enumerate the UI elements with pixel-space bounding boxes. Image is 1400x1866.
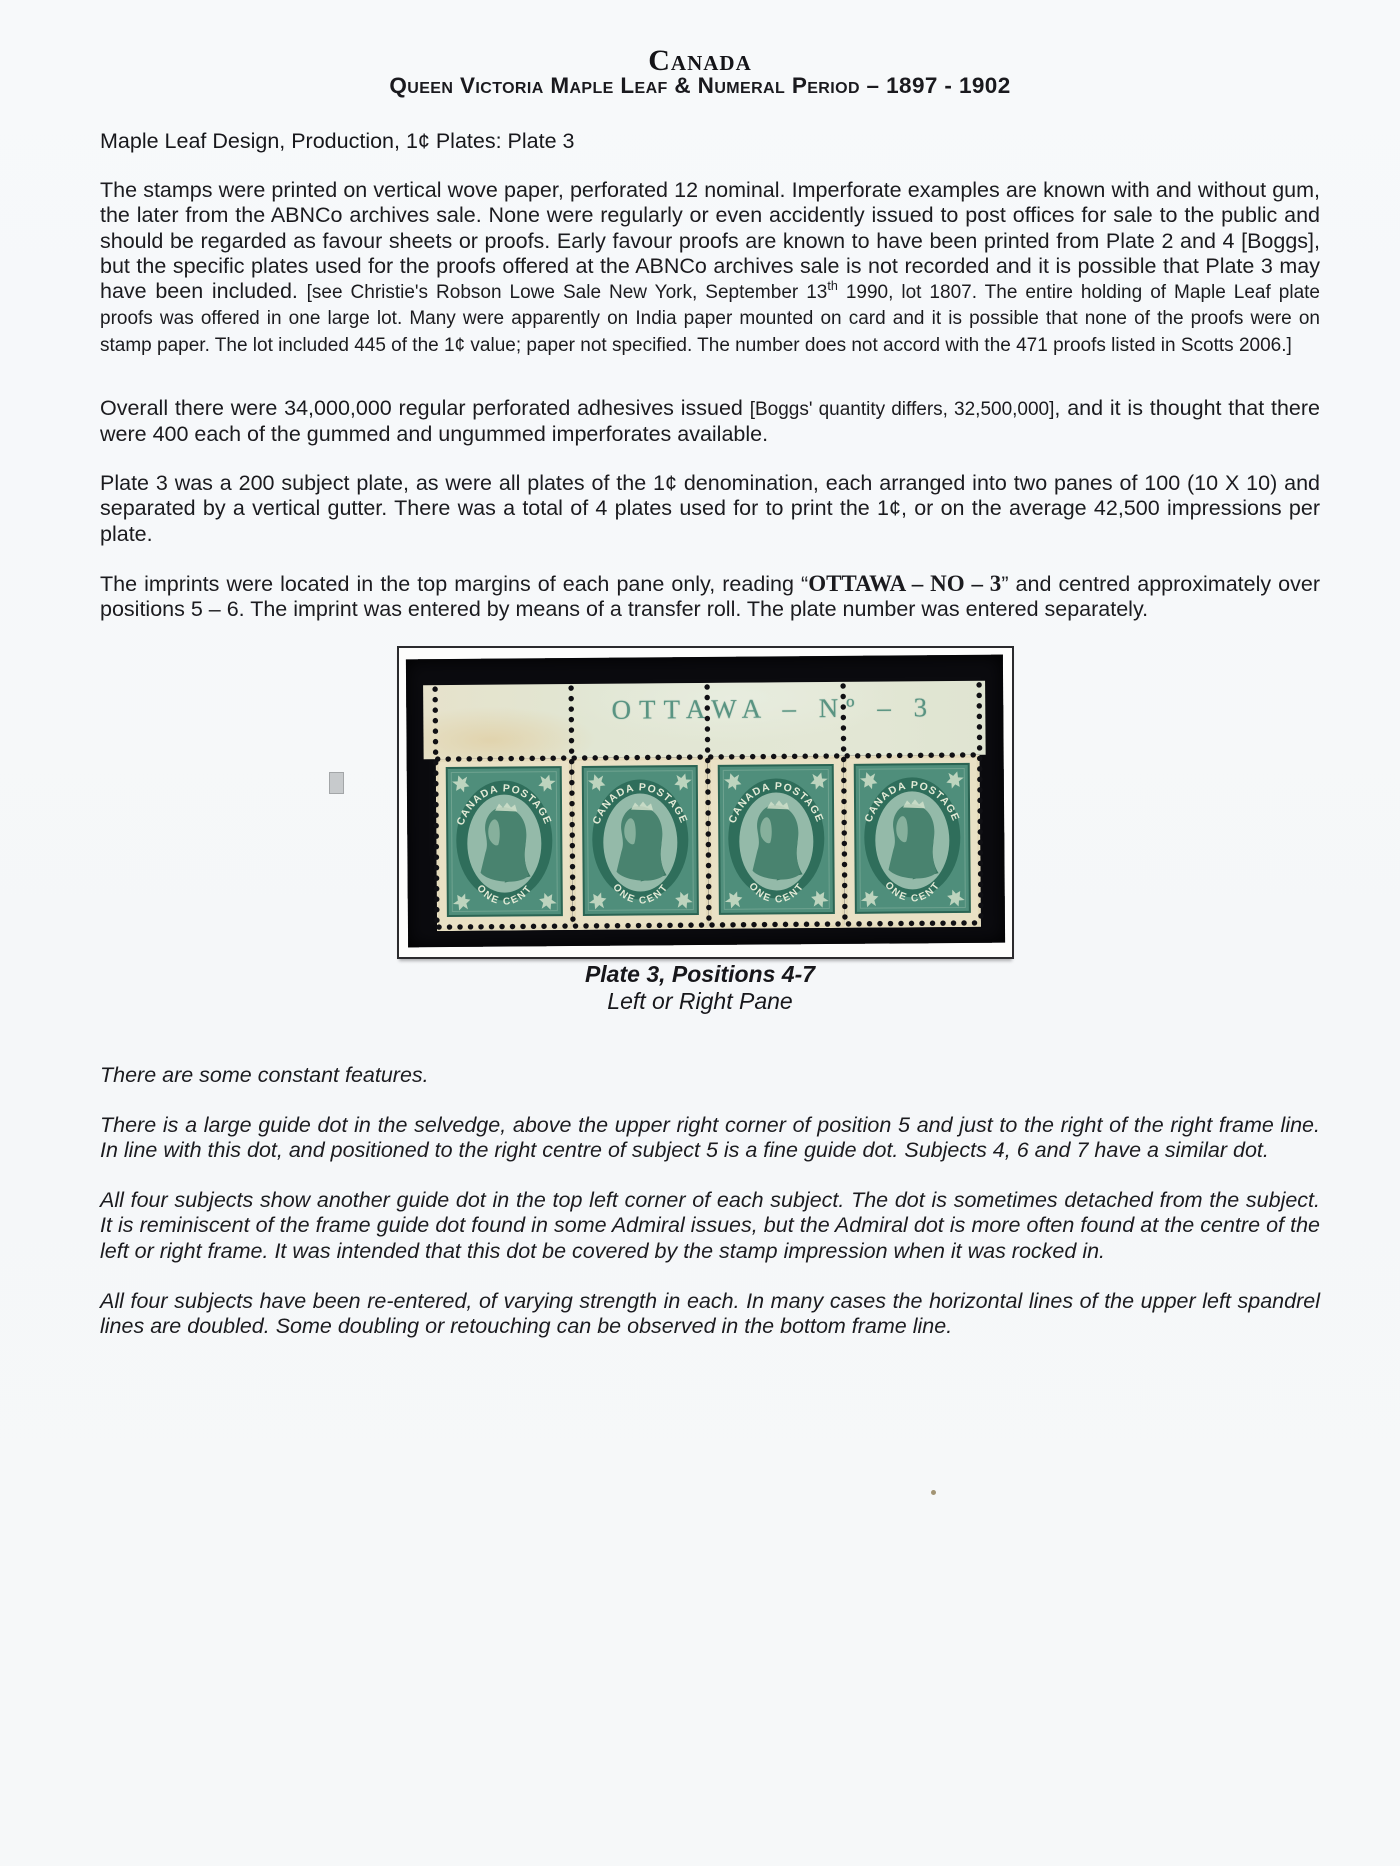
imprint-reading-serif: OTTAWA – NO – 3 (808, 571, 1002, 596)
figure-caption-line1: Plate 3, Positions 4-7 (584, 961, 816, 987)
stamp-position-6 (708, 756, 845, 929)
paragraph-imprints (100, 571, 1320, 623)
quantities-text: Overall there were 34,000,000 regular perforated adhesives issued (100, 396, 750, 420)
paragraph-quantities (100, 396, 1320, 448)
note-guide-dot-corner: All four subjects show another guide dot in the top left corner of each subject. The dot is sometimes detached from the subject. It is reminiscent of the frame guide dot found in some Admiral issues, but the Admiral dot is more often found at the centre of the left or right frame. It was intended that this dot be covered by the stamp impression when it was rocked in. (100, 1188, 1320, 1263)
scan-speck (931, 1490, 936, 1495)
mount-hinge-tab (329, 772, 344, 794)
page-title: Canada (648, 44, 752, 77)
stamp-strip (423, 681, 987, 931)
stamp-photo-frame (397, 646, 1014, 959)
stamp-position-5 (572, 757, 709, 930)
note-guide-dot-selvedge: There is a large guide dot in the selvedge, above the upper right corner of position 5 and just to the right of the right frame line. In line with this dot, and positioned to the right centre of subject 5 is a fine guide dot. Subjects 4, 6 and 7 have a similar dot. (100, 1113, 1320, 1163)
plate-imprint-text: OTTAWA – Nº – 3 (611, 692, 936, 725)
section-heading: Maple Leaf Design, Production, 1¢ Plates: Plate 3 (100, 129, 575, 153)
paragraph-plate-layout: Plate 3 was a 200 subject plate, as were all plates of the 1¢ denomination, each arranged into two panes of 100 (10 X 10) and separated by a vertical gutter. There was a total of 4 plates used for to print the 1¢, or on the average 42,500 impressions per plate. (100, 471, 1320, 546)
paragraph-production-main: The stamps were printed on vertical wove paper, perforated 12 nominal. Imperforate examples are known with and without gum, the later from the ABNCo archives sale. None were regularly or even accidently issued to post offices for sale to the public and should be regarded as favour sheets or proofs. Early favour proofs are known to have been printed from Plate 2 and 4 [Boggs], but the specific plates used for the proofs offered at the ABNCo archives sale is not recorded and it is possible that Plate 3 may have been included. (100, 178, 1320, 304)
paragraph-production (100, 178, 1320, 358)
stamp-position-4 (436, 758, 573, 931)
stamp-mount (406, 655, 1005, 948)
stamp-position-7 (844, 755, 981, 928)
selvedge (423, 681, 986, 759)
note-re-entered: All four subjects have been re-entered, of varying strength in each. In many cases the horizontal lines of the upper left spandrel lines are doubled. Some doubling or retouching can be observed in the bottom frame line. (100, 1289, 1320, 1339)
citation-text-continued: 1990, lot 1807. The entire holding of Maple Leaf plate proofs was offered in one large lot. Many were apparently on India paper mounted on card and it is possible that none of the proofs were on stamp paper. The lot included 445 of the 1¢ value; paper not specified. The number does not accord with the 471 proofs listed in Scotts 2006.] (100, 282, 1320, 356)
figure-caption-line2: Left or Right Pane (607, 988, 793, 1014)
imprints-text-continued: ” and centred approximately over positions 5 – 6. The imprint was entered by means of a transfer roll. The plate number was entered separately. (100, 572, 1320, 622)
quantities-bracket-note: [Boggs' quantity differs, 32,500,000] (749, 399, 1055, 420)
citation-superscript: th (827, 279, 838, 294)
citation-text: [see Christie's Robson Lowe Sale New York, September 13 (306, 282, 828, 304)
imprints-text: The imprints were located in the top margins of each pane only, reading “ (100, 572, 809, 596)
quantities-text-continued: , and it is thought that there were 400 each of the gummed and ungummed imperforates available. (100, 396, 1320, 447)
note-constant-features: There are some constant features. (100, 1063, 429, 1087)
page-subtitle: Queen Victoria Maple Leaf & Numeral Period – 1897 - 1902 (389, 73, 1011, 98)
